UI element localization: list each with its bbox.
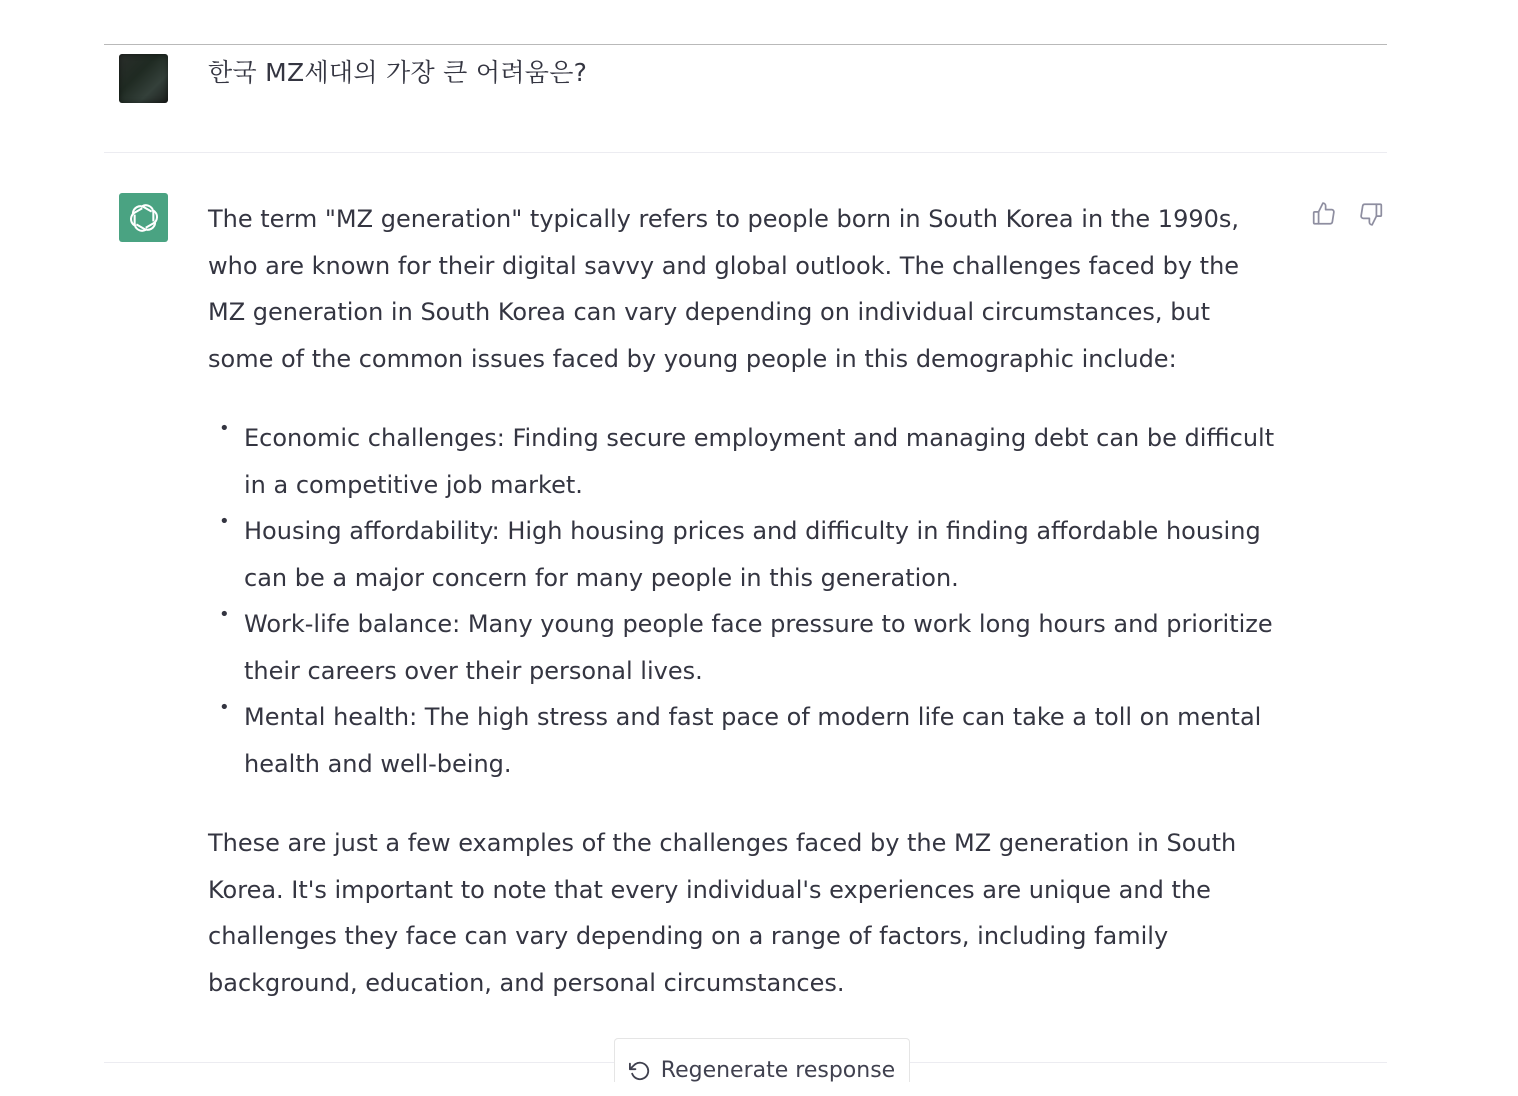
user-avatar	[119, 54, 168, 103]
assistant-message	[208, 196, 1298, 1006]
thumbs-up-button[interactable]	[1309, 199, 1339, 229]
list-item	[219, 601, 1298, 694]
bottom-clip	[0, 1082, 1518, 1096]
list-item-text: Work-life balance: Many young people face pressure to work long hours and prioritize their careers over their personal lives.	[244, 610, 1273, 685]
bullet-icon: •	[219, 511, 230, 532]
refresh-icon	[629, 1060, 651, 1082]
regenerate-label: Regenerate response	[660, 1058, 896, 1082]
list-item-text: Housing affordability: High housing prices and difficulty in finding affordable housing can be a major concern for many people in this generation.	[244, 517, 1261, 592]
assistant-outro-paragraph: These are just a few examples of the challenges faced by the MZ generation in South Korea. It's important to note that every individual's experiences are unique and the challenges they face can vary depending on a range of factors, including family background, education, and personal circumstances.	[208, 829, 1237, 997]
thumbs-down-icon	[1358, 201, 1384, 227]
user-message: 한국 MZ세대의 가장 큰 어려움은?	[208, 58, 588, 87]
thumbs-up-icon	[1311, 201, 1337, 227]
message-divider	[104, 152, 1387, 153]
assistant-intro-paragraph: The term "MZ generation" typically refers to people born in South Korea in the 1990s, who are known for their digital savvy and global outlook. The challenges faced by the MZ generation in South Korea can vary depending on individual circumstances, but some of the common issues faced by young people in this demographic include:	[208, 205, 1240, 373]
list-item-text: Economic challenges: Finding secure employment and managing debt can be difficult in a competitive job market.	[244, 424, 1275, 499]
regenerate-response-button[interactable]	[614, 1038, 910, 1082]
top-divider	[104, 44, 1387, 45]
list-item	[219, 415, 1298, 508]
list-item-text: Mental health: The high stress and fast pace of modern life can take a toll on mental health and well-being.	[244, 703, 1262, 778]
bullet-icon: •	[219, 604, 230, 625]
thumbs-down-button[interactable]	[1356, 199, 1386, 229]
list-item	[219, 694, 1298, 787]
bullet-icon: •	[219, 697, 230, 718]
assistant-avatar	[119, 193, 168, 242]
openai-logo-icon	[127, 201, 161, 235]
challenges-list	[208, 415, 1298, 787]
bullet-icon: •	[219, 418, 230, 439]
list-item	[219, 508, 1298, 601]
